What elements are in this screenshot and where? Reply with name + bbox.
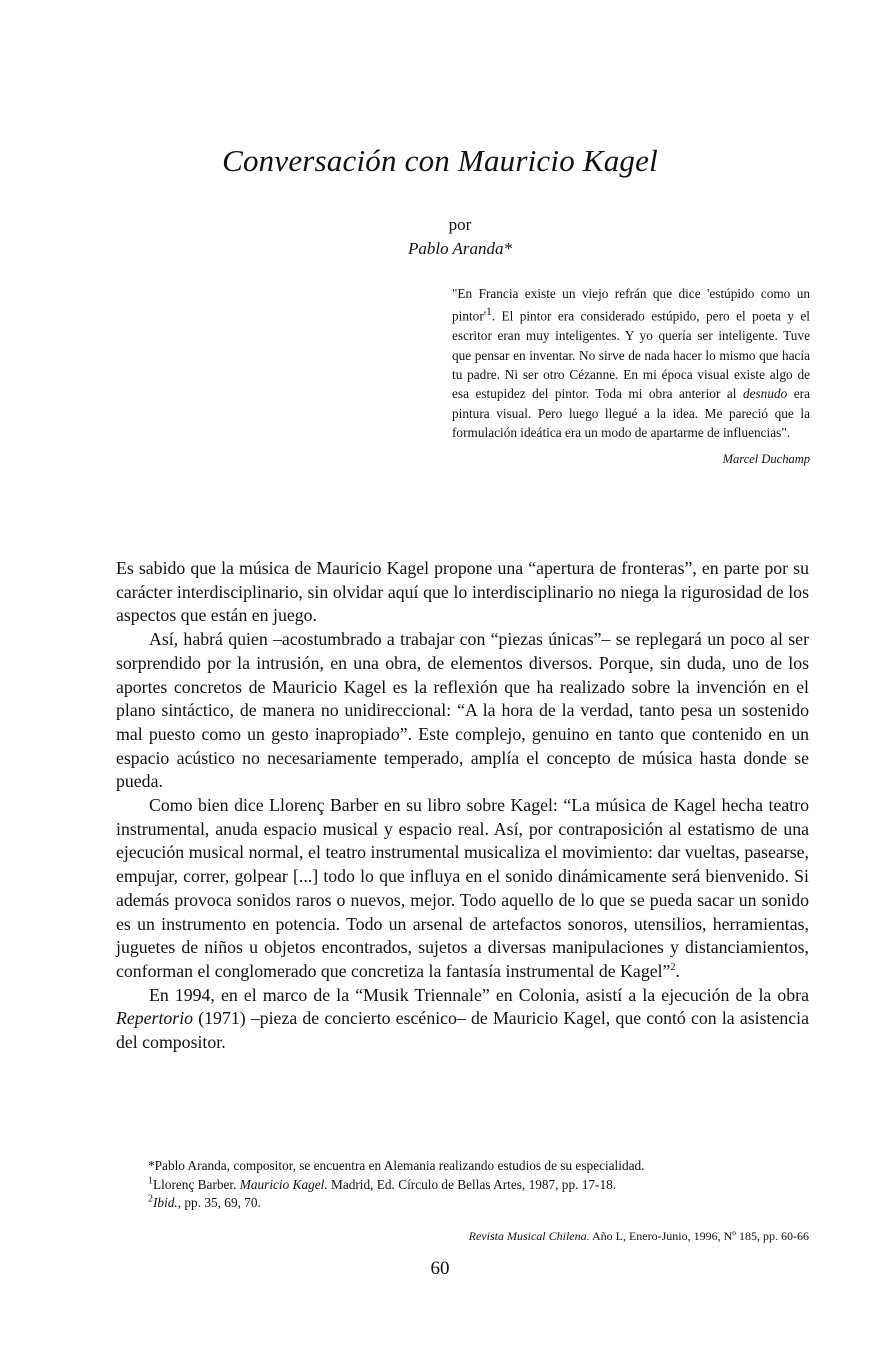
epigraph-italic-word: desnudo: [742, 386, 788, 402]
page-number: 60: [430, 1258, 450, 1279]
footnote-text: Madrid, Ed. Círculo de Bellas Artes, 1987, pp. 17-18.: [327, 1176, 617, 1192]
footnote-italic: Mauricio Kagel.: [239, 1176, 328, 1192]
footnote-text: pp. 35, 69, 70.: [181, 1195, 261, 1210]
footnote-mark: 1: [148, 1175, 153, 1187]
paragraph-3: [116, 794, 809, 984]
footnote-italic: Ibid.,: [153, 1195, 182, 1210]
paragraph-3-end: .: [675, 960, 680, 981]
paragraph-4: [116, 984, 809, 1055]
epigraph-text-part3: era pintura visual. Pero luego llegué a la idea. Me pareció que la formulación ideática era un modo de apartarme de influencias".: [452, 386, 811, 441]
journal-name: Revista Musical Chilena.: [468, 1229, 590, 1243]
footnote-mark: *: [148, 1158, 155, 1173]
journal-details: Año L, Enero-Junio, 1996, Nº 185, pp. 60-66: [589, 1229, 809, 1243]
author-name: Pablo Aranda*: [407, 239, 513, 258]
footnote-1: [148, 1176, 810, 1195]
paragraph-3-text: Como bien dice Llorenç Barber en su libro sobre Kagel: “La música de Kagel hecha teatro instrumental, anuda espacio musical y espacio real. Así, por contraposición al estatismo de una ejecución musical normal, el teatro instrumental musicaliza el movimiento: dar vueltas, pasearse, empujar, correr, golpear [...] todo lo que influya en el sonido dinámicamente será bienvenido. Si además provoca sonidos raros o nuevos, mejor. Todo aquello de lo que se pueda sacar un sonido es un instrumento en potencia. Todo un arsenal de artefactos sonoros, utensilios, herramientas, juguetes de niños u objetos encontrados, sujetos a diversas manipulaciones y distanciamientos, conforman el conglomerado que concretiza la fantasía instrumental de Kagel”: [116, 795, 809, 981]
epigraph-text-part2: . El pintor era considerado estúpido, pero el poeta y el escritor eran muy inteligentes. Y yo quería ser inteligente. Tuve que pensar en inventar. No sirve de nada hacer lo mismo que hacía tu padre. Ni ser otro Cézanne. En mi época visual existe algo de esa estupidez del pintor. Toda mi obra anterior al: [452, 308, 810, 402]
footnote-text: Llorenç Barber.: [153, 1176, 240, 1192]
footnotes: [148, 1157, 810, 1213]
epigraph: [452, 284, 810, 469]
journal-citation: [469, 1229, 809, 1244]
footnote-author: [148, 1157, 810, 1176]
epigraph-text: [452, 284, 810, 443]
paragraph-4-part1: En 1994, en el marco de la “Musik Triennale” en Colonia, asistí a la ejecución de la obra: [149, 984, 809, 1005]
footnote-ref-2: 2: [670, 962, 676, 974]
epigraph-source: Marcel Duchamp: [722, 451, 810, 466]
footnote-2: [148, 1194, 810, 1213]
byline: [0, 213, 880, 261]
footnote-text: Pablo Aranda, compositor, se encuentra en Alemania realizando estudios de su especialidad.: [154, 1158, 645, 1173]
work-title-italic: Repertorio: [116, 1008, 194, 1029]
paragraph-4-part2: (1971) –pieza de concierto escénico– de Mauricio Kagel, que contó con la asistencia del compositor.: [116, 1008, 809, 1053]
article-title: Conversación con Mauricio Kagel: [222, 143, 658, 178]
epigraph-text-part1: "En Francia existe un viejo refrán que dice 'estúpido como un pintor': [452, 286, 810, 324]
byline-prefix: por: [448, 215, 472, 234]
article-body: [116, 557, 809, 1055]
paragraph-1: Es sabido que la música de Mauricio Kagel propone una “apertura de fronteras”, en parte por su carácter interdisciplinario, sin olvidar aquí que lo interdisciplinario no niega la rigurosidad de los aspectos que están en juego.: [116, 558, 809, 626]
footnote-mark: 2: [148, 1193, 153, 1205]
paragraph-2: Así, habrá quien –acostumbrado a trabajar con “piezas únicas”– se replegará un poco al ser sorprendido por la intrusión, en una obra, de elementos diversos. Porque, sin duda, uno de los aportes concretos de Mauricio Kagel es la reflexión que ha realizado sobre la invención en el plano sintáctico, de manera no unidireccional: “A la hora de la verdad, tanto pesa un sostenido mal puesto como un gesto inapropiado”. Este complejo, genuino en tanto que contenido en un espacio acústico no necesariamente temperado, amplía el concepto de música hasta donde se pueda.: [116, 629, 809, 792]
footnote-ref-1: 1: [486, 306, 492, 319]
